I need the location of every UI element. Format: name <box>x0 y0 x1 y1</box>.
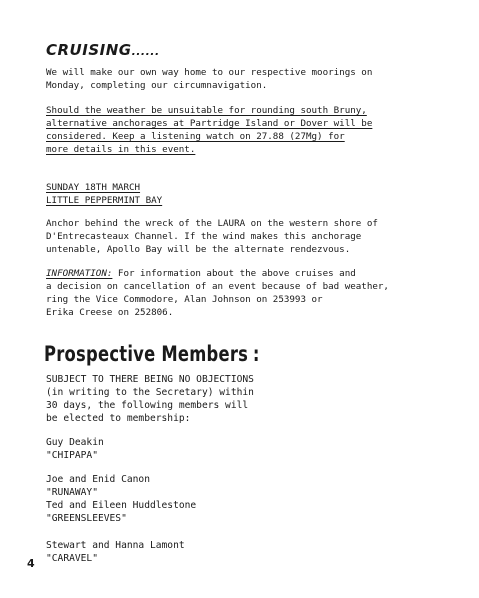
event-place: LITTLE PEPPERMINT BAY <box>46 195 163 206</box>
cruising-title: CRUISING <box>46 41 132 59</box>
cruising-intro-line-1: We will make our own way home to our respective moorings on <box>46 67 373 78</box>
member-boat: "GREENSLEEVES" <box>46 513 127 524</box>
member-names: Ted and Eileen Huddlestone <box>46 500 197 511</box>
member-names: Stewart and Hanna Lamont <box>46 540 185 551</box>
information-line-2: a decision on cancellation of an event because of bad weather, <box>46 281 389 292</box>
cruising-heading <box>46 41 160 59</box>
member-names: Guy Deakin <box>46 437 104 448</box>
weather-warning-line-3: considered. Keep a listening watch on 27.88 (27Mg) for <box>46 131 345 142</box>
prospective-members-title: Prospective Members <box>44 342 249 366</box>
members-intro-line-1: SUBJECT TO THERE BEING NO OBJECTIONS <box>46 374 254 385</box>
prospective-members-heading <box>44 342 260 366</box>
event-description-line-2: D'Entrecasteaux Channel. If the wind makes this anchorage <box>46 231 362 242</box>
members-intro-line-3: 30 days, the following members will <box>46 400 249 411</box>
member-boat: "CHIPAPA" <box>46 450 98 461</box>
information-line-3: ring the Vice Commodore, Alan Johnson on 253993 or <box>46 294 323 305</box>
event-date: SUNDAY 18TH MARCH <box>46 182 141 193</box>
prospective-members-colon: : <box>252 342 260 366</box>
members-intro-line-2: (in writing to the Secretary) within <box>46 387 254 398</box>
members-intro-line-4: be elected to membership: <box>46 413 191 424</box>
cruising-intro-line-2: Monday, completing our circumnavigation. <box>46 80 268 91</box>
event-description-line-3: untenable, Apollo Bay will be the alternate rendezvous. <box>46 244 351 255</box>
information-label: INFORMATION: <box>46 268 113 279</box>
member-boat: "RUNAWAY" <box>46 487 98 498</box>
information-line-4: Erika Creese on 252806. <box>46 307 174 318</box>
event-description-line-1: Anchor behind the wreck of the LAURA on the western shore of <box>46 218 378 229</box>
information-line-1 <box>46 268 356 281</box>
information-line-1-text: For information about the above cruises and <box>112 268 356 279</box>
weather-warning-line-4: more details in this event. <box>46 144 196 155</box>
member-boat: "CARAVEL" <box>46 553 98 564</box>
weather-warning-line-2: alternative anchorages at Partridge Island or Dover will be <box>46 118 373 129</box>
cruising-title-dots: ...... <box>131 45 160 58</box>
page-number: 4 <box>27 557 35 570</box>
weather-warning-line-1: Should the weather be unsuitable for rounding south Bruny, <box>46 105 367 116</box>
member-names: Joe and Enid Canon <box>46 474 150 485</box>
